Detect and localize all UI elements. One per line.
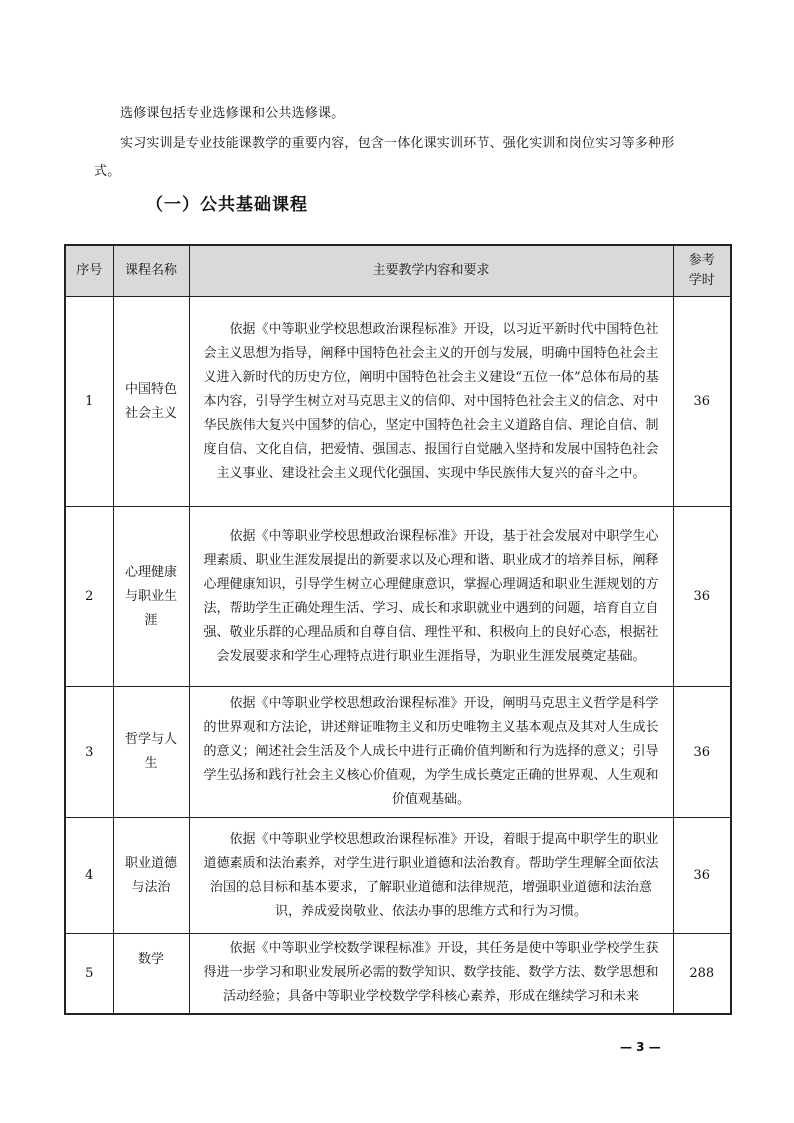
header-seq: 序号 [65, 245, 113, 297]
table-row [65, 687, 731, 818]
row-course-name: 职业道德与法治 [113, 818, 189, 934]
row-hours: 288 [673, 934, 731, 1014]
row-content [189, 934, 673, 1014]
row-hours: 36 [673, 507, 731, 687]
row-course-name: 数学 [113, 934, 189, 1014]
row-hours: 36 [673, 297, 731, 507]
table-row [65, 818, 731, 934]
row-hours: 36 [673, 687, 731, 818]
row-content-text: 依据《中等职业学校思想政治课程标准》开设，以习近平新时代中国特色社会主义思想为指导，阐释中国特色社会主义的开创与发展，明确中国特色社会主义进入新时代的历史方位，阐明中国特色社会主义建设“五位一体”总体布局的基本内容，引导学生树立对马克思主义的信仰、对中国特色社会主义的信念、对中华民族伟大复兴中国梦的信心，坚定中国特色社会主义道路自信、理论自信、制度自信、文化自信，把爱情、强国志、报国行自觉融入坚持和发展中国特色社会主义事业、建设社会主义现代化强国、实现中华民族伟大复兴的奋斗之中。 [203, 321, 659, 481]
course-table [64, 244, 732, 1015]
table-row [65, 507, 731, 687]
row-content [189, 297, 673, 507]
section-heading: （一）公共基础课程 [146, 195, 308, 215]
table-header-row [65, 245, 731, 297]
table-row [65, 297, 731, 507]
header-content: 主要教学内容和要求 [189, 245, 673, 297]
header-name: 课程名称 [113, 245, 189, 297]
row-content [189, 818, 673, 934]
row-seq: 1 [65, 297, 113, 507]
row-seq: 4 [65, 818, 113, 934]
table-row [65, 934, 731, 1014]
row-seq: 5 [65, 934, 113, 1014]
row-course-name: 中国特色社会主义 [113, 297, 189, 507]
row-content [189, 687, 673, 818]
row-seq: 3 [65, 687, 113, 818]
row-content-text: 依据《中等职业学校思想政治课程标准》开设，基于社会发展对中职学生心理素质、职业生涯发展提出的新要求以及心理和谐、职业成才的培养目标，阐释心理健康知识，引导学生树立心理健康意识，掌握心理调适和职业生涯规划的方法，帮助学生正确处理生活、学习、成长和求职就业中遇到的问题，培育自立自强、敬业乐群的心理品质和自尊自信、理性平和、积极向上的良好心态，根据社会发展要求和学生心理特点进行职业生涯指导，为职业生涯发展奠定基础。 [203, 528, 659, 664]
row-content-text: 依据《中等职业学校思想政治课程标准》开设，着眼于提高中职学生的职业道德素质和法治素养，对学生进行职业道德和法治教育。帮助学生理解全面依法治国的总目标和基本要求，了解职业道德和法律规范，增强职业道德和法治意识，养成爱岗敬业、依法办事的思维方式和行为习惯。 [203, 831, 659, 919]
page-number: — 3 — [620, 1040, 661, 1054]
row-content-text: 依据《中等职业学校数学课程标准》开设，其任务是使中等职业学校学生获得进一步学习和职业发展所必需的数学知识、数学技能、数学方法、数学思想和活动经验；具备中等职业学校数学学科核心素养，形成在继续学习和未来 [203, 941, 659, 1005]
paragraph-practice: 实习实训是专业技能课教学的重要内容，包含一体化课实训环节、强化实训和岗位实习等多种形式。 [94, 136, 675, 179]
row-content [189, 507, 673, 687]
row-course-name: 哲学与人生 [113, 687, 189, 818]
paragraph-elective: 选修课包括专业选修课和公共选修课。 [120, 106, 345, 121]
row-hours: 36 [673, 818, 731, 934]
row-content-text: 依据《中等职业学校思想政治课程标准》开设，阐明马克思主义哲学是科学的世界观和方法论，讲述辩证唯物主义和历史唯物主义基本观点及其对人生成长的意义；阐述社会生活及个人成长中进行正确价值判断和行为选择的意义；引导学生弘扬和践行社会主义核心价值观，为学生成长奠定正确的世界观、人生观和价值观基础。 [203, 696, 659, 807]
row-seq: 2 [65, 507, 113, 687]
header-hours: 参考学时 [673, 245, 731, 297]
row-course-name: 心理健康与职业生涯 [113, 507, 189, 687]
